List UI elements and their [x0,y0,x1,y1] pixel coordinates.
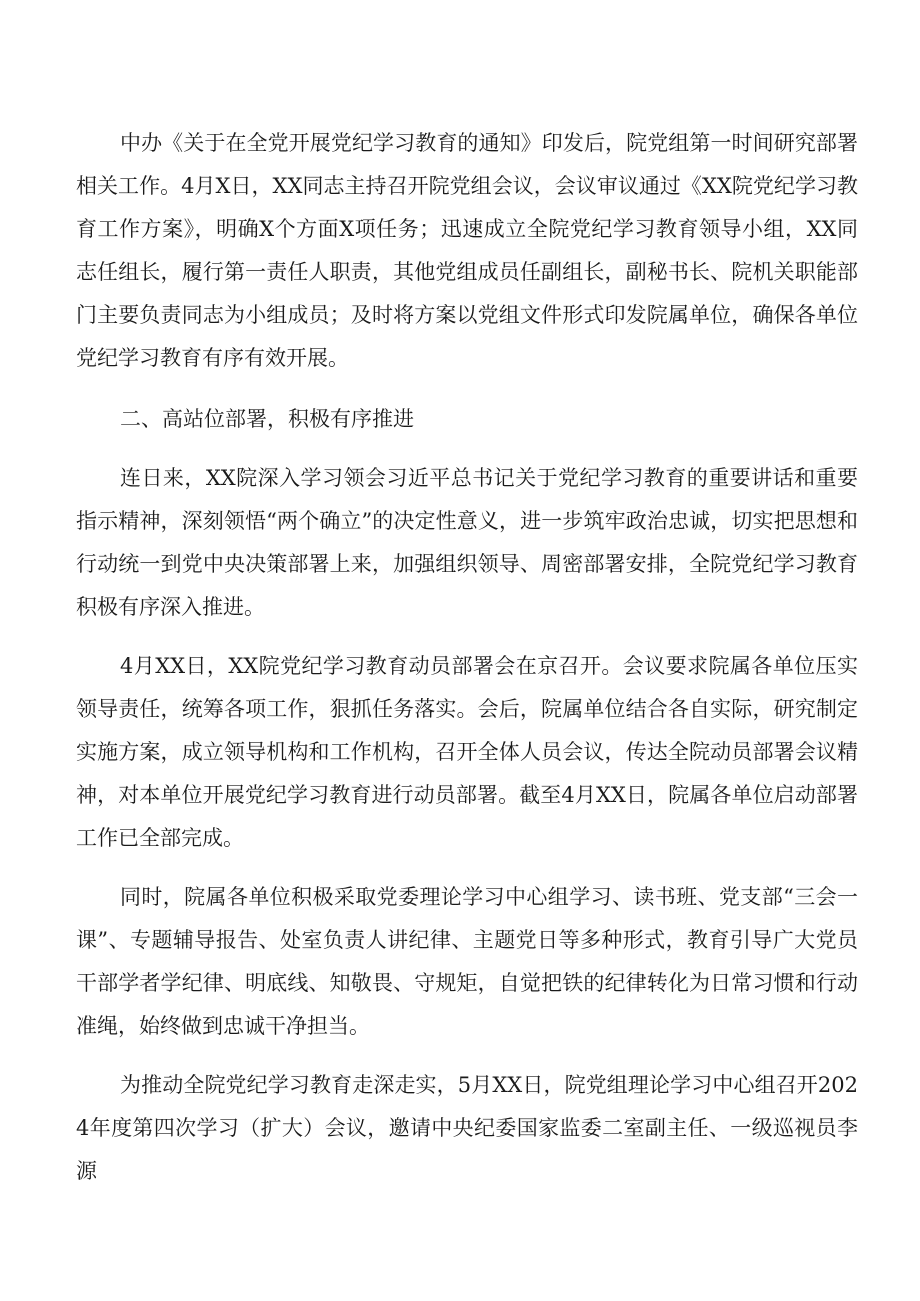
section-heading: 二、高站位部署，积极有序推进 [120,407,414,431]
paragraph-1: 中办《关于在全党开展党纪学习教育的通知》印发后，院党组第一时间研究部署相关工作。4月X日，XX同志主持召开院党组会议，会议审议通过《XX院党纪学习教育工作方案》，明确X个方面X项任务；迅速成立全院党纪学习教育领导小组，XX同志任组长，履行第一责任人职责，其他党组成员任副组长，副秘书长、院机关职能部门主要负责同志为小组成员；及时将方案以党组文件形式印发院属单位，确保各单位党纪学习教育有序有效开展。 [76,131,858,370]
paragraph-5: 为推动全院党纪学习教育走深走实，5月XX日，院党组理论学习中心组召开2024年度第四次学习（扩大）会议，邀请中央纪委国家监委二室副主任、一级巡视员李源 [76,1073,858,1183]
paragraph-3: 4月XX日，XX院党纪学习教育动员部署会在京召开。会议要求院属各单位压实领导责任，统筹各项工作，狠抓任务落实。会后，院属单位结合各自实际，研究制定实施方案，成立领导机构和工作机构，召开全体人员会议，传达全院动员部署会议精神，对本单位开展党纪学习教育进行动员部署。截至4月XX日，院属各单位启动部署工作已全部完成。 [76,654,858,850]
paragraph-4: 同时，院属各单位积极采取党委理论学习中心组学习、读书班、党支部“三会一课”、专题辅导报告、处室负责人讲纪律、主题党日等多种形式，教育引导广大党员干部学者学纪律、明底线、知敬畏、守规矩，自觉把铁的纪律转化为日常习惯和行动准绳，始终做到忠诚干净担当。 [76,885,858,1038]
paragraph-2: 连日来，XX院深入学习领会习近平总书记关于党纪学习教育的重要讲话和重要指示精神，深刻领悟“两个确立”的决定性意义，进一步筑牢政治忠诚，切实把思想和行动统一到党中央决策部署上来，加强组织领导、周密部署安排，全院党纪学习教育积极有序深入推进。 [76,466,858,619]
